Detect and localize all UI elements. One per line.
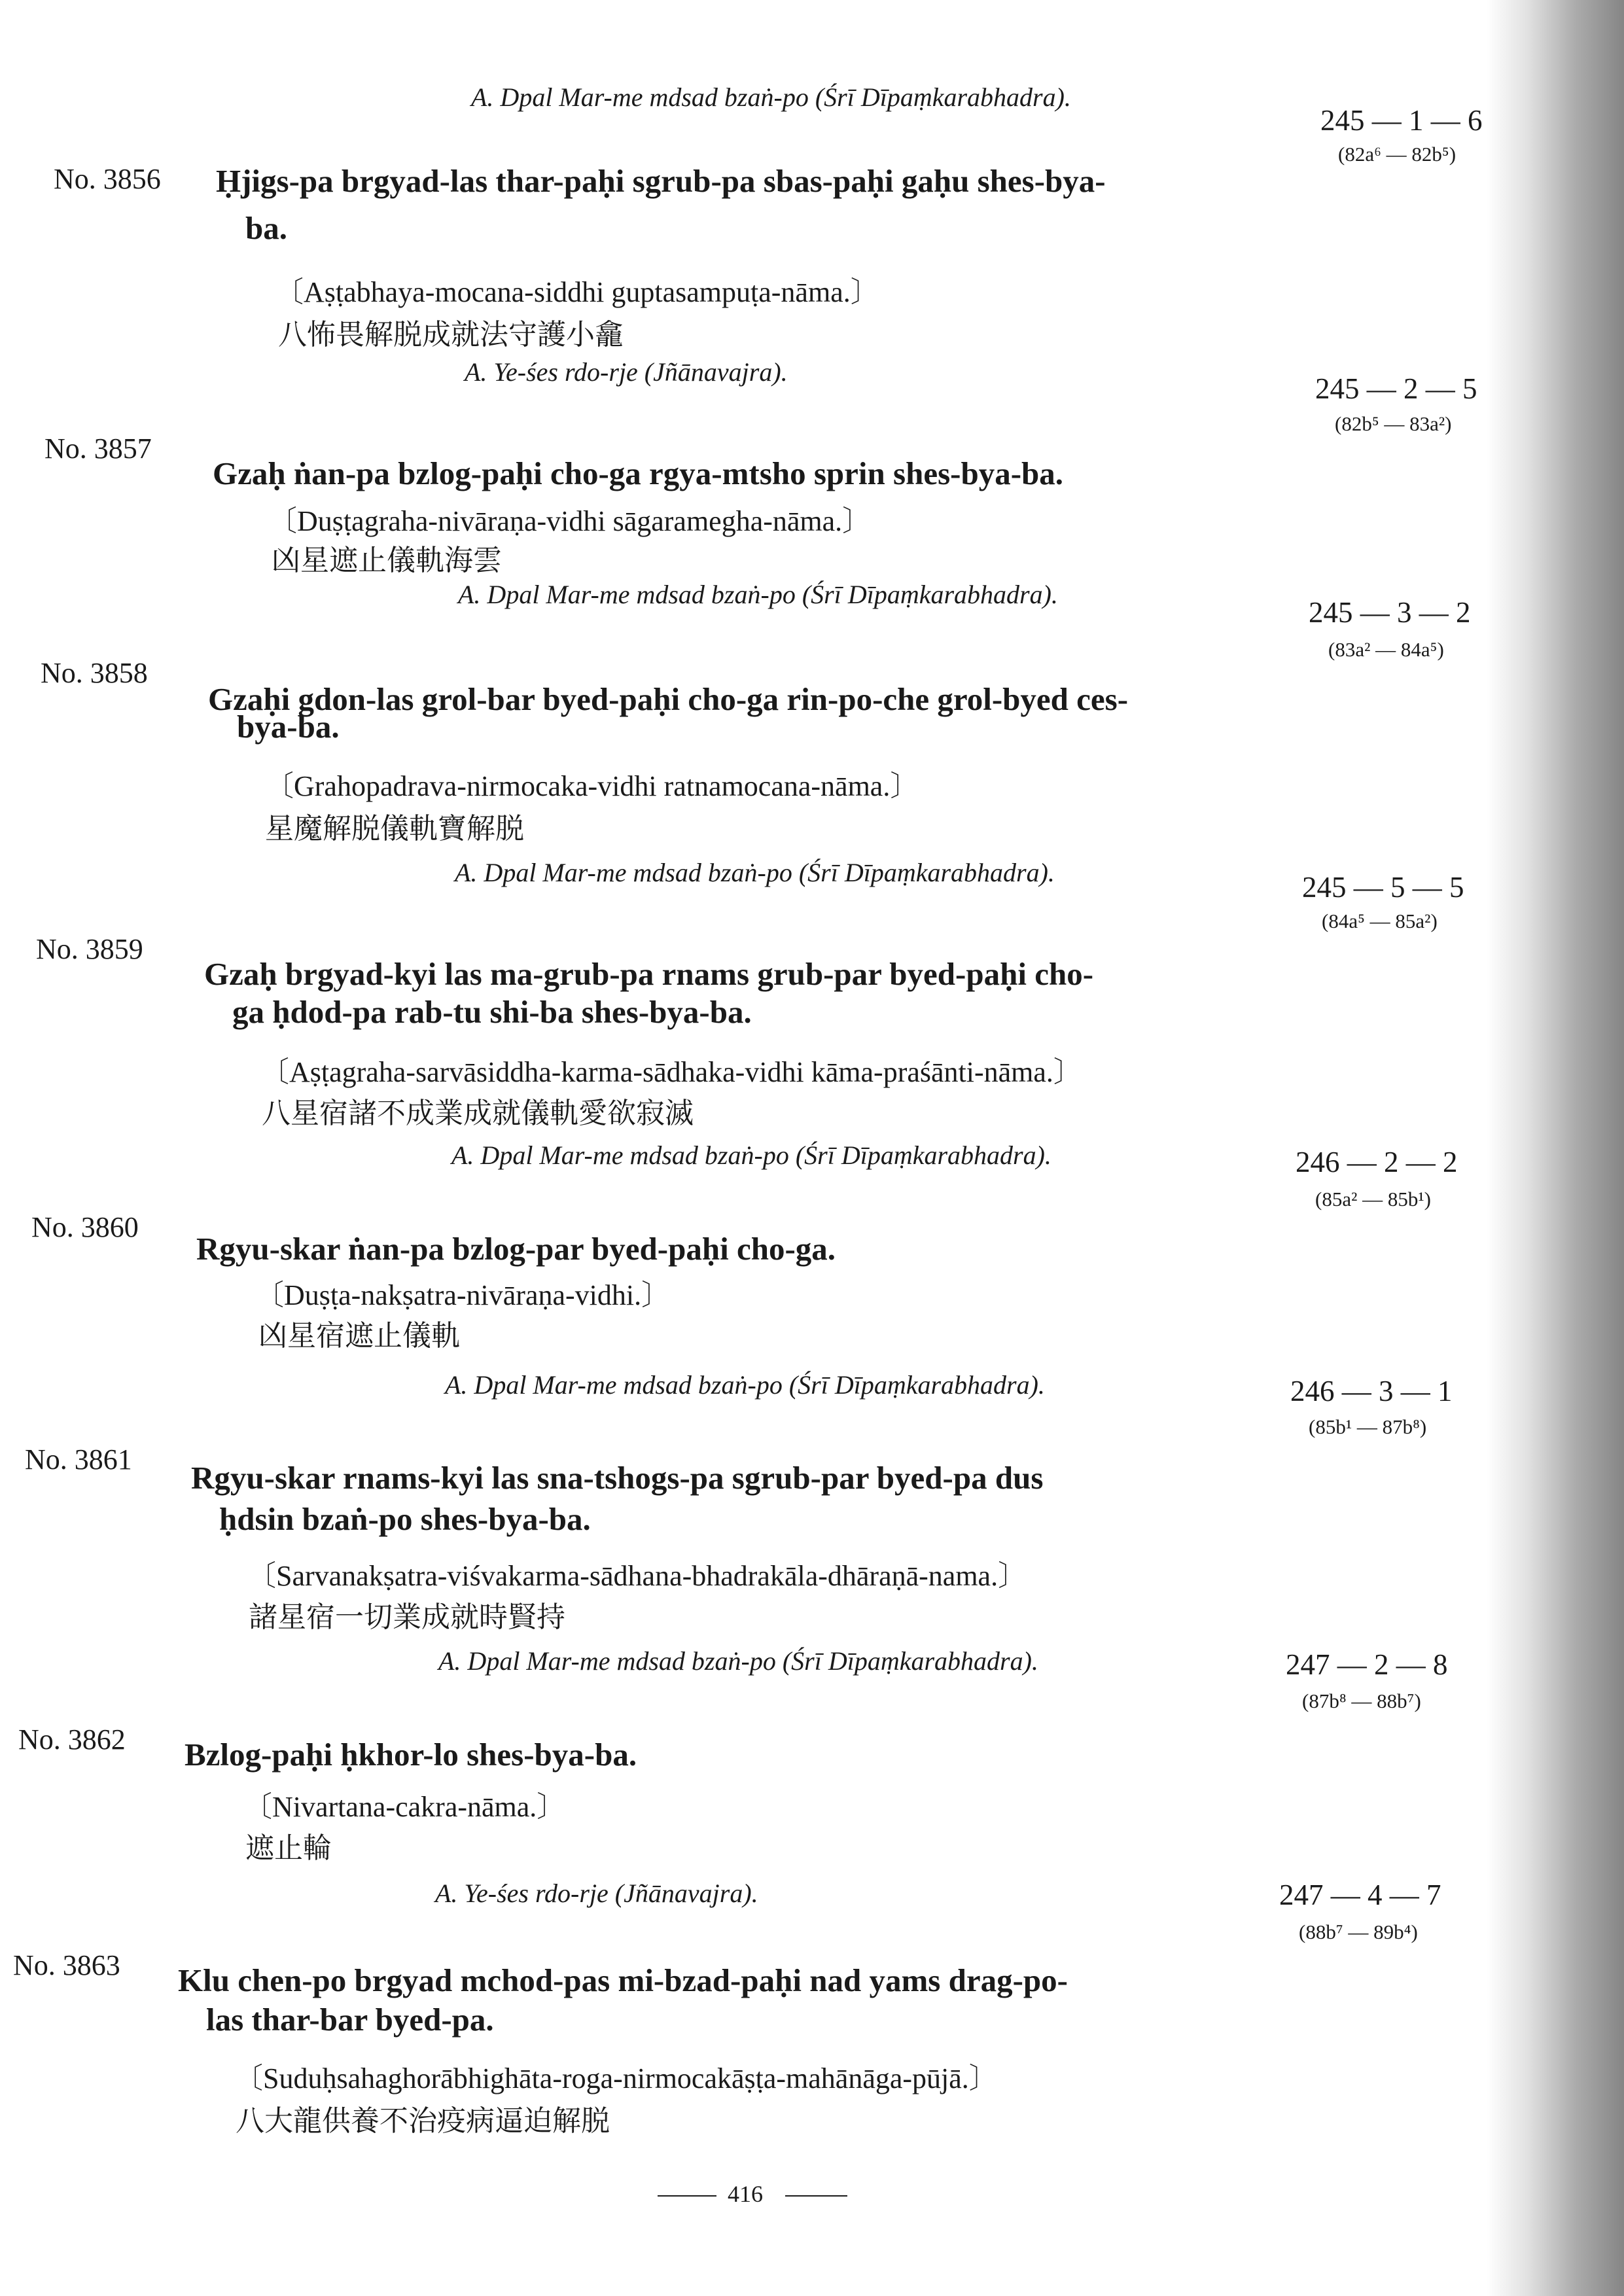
entry-number: No. 3860 [31, 1211, 139, 1243]
sanskrit-title: 〔Sarvanakṣatra-viśvakarma-sādhana-bhadrakāla-dhāraṇā-nama.〕 [247, 1560, 1027, 1592]
entry-title: Gzaḥi gdon-las grol-bar byed-paḥi cho-ga rin-po-che grol-byed ces- [208, 681, 1129, 717]
folio-range: (83a² — 84a⁵) [1328, 638, 1444, 661]
entry-number: No. 3858 [41, 657, 148, 689]
carryover-ref: 245 — 1 — 6 [1320, 104, 1483, 137]
carryover-folio: (82a⁶ — 82b⁵) [1338, 143, 1456, 166]
author: A. Ye-śes rdo-rje (Jñānavajra). [435, 1879, 758, 1908]
chinese-title: 八星宿諸不成業成就儀軌愛欲寂滅 [262, 1097, 694, 1130]
folio-range: (85b¹ — 87b⁸) [1309, 1415, 1427, 1438]
chinese-title: 諸星宿一切業成就時賢持 [249, 1600, 565, 1634]
folio-range: (84a⁵ — 85a²) [1322, 910, 1438, 932]
author: A. Dpal Mar-me mdsad bzaṅ-po (Śrī Dīpaṃkarabhadra). [445, 1370, 1045, 1400]
catalog-ref: 245 — 2 — 5 [1315, 372, 1477, 405]
entry-number: No. 3859 [36, 933, 143, 965]
sanskrit-title: 〔Grahopadrava-nirmocaka-vidhi ratnamocana-nāma.〕 [265, 770, 919, 802]
chinese-title: 八怖畏解脱成就法守護小龕 [278, 318, 624, 351]
entry-title-cont: ḥdsin bzaṅ-po shes-bya-ba. [219, 1501, 591, 1537]
catalog-ref: 246 — 3 — 1 [1290, 1375, 1453, 1407]
folio-range: (85a² — 85b¹) [1315, 1188, 1431, 1210]
sanskrit-title: 〔Duṣṭagraha-nivāraṇa-vidhi sāgaramegha-nāma.〕 [268, 505, 872, 537]
binding-shadow [1487, 0, 1624, 2296]
chinese-title: 凶星宿遮止儀軌 [258, 1319, 460, 1352]
entry-title: Gzaḥ brgyad-kyi las ma-grub-pa rnams grub-par byed-paḥi cho- [204, 956, 1094, 992]
entry-title-cont: ga ḥdod-pa rab-tu shi-ba shes-bya-ba. [232, 994, 752, 1030]
sanskrit-title: 〔Aṣṭagraha-sarvāsiddha-karma-sādhaka-vidhi kāma-praśānti-nāma.〕 [260, 1056, 1082, 1088]
entry-title-cont: las thar-bar byed-pa. [206, 2002, 494, 2038]
author: A. Dpal Mar-me mdsad bzaṅ-po (Śrī Dīpaṃkarabhadra). [458, 580, 1058, 609]
entry-title-cont: bya-ba. [237, 709, 340, 745]
catalog-ref: 247 — 4 — 7 [1279, 1879, 1441, 1911]
entry-title: Bzlog-paḥi ḥkhor-lo shes-bya-ba. [185, 1737, 637, 1773]
carryover-author: A. Dpal Mar-me mdsad bzaṅ-po (Śrī Dīpaṃkarabhadra). [471, 82, 1071, 112]
entry-title-cont: ba. [245, 210, 288, 246]
catalog-ref: 245 — 5 — 5 [1302, 871, 1464, 904]
sanskrit-title: 〔Nivartana-cakra-nāma.〕 [243, 1791, 566, 1823]
entry-number: No. 3861 [25, 1443, 132, 1475]
folio-range: (87b⁸ — 88b⁷) [1302, 1689, 1421, 1712]
catalog-ref: 246 — 2 — 2 [1296, 1146, 1458, 1178]
author: A. Dpal Mar-me mdsad bzaṅ-po (Śrī Dīpaṃkarabhadra). [438, 1646, 1038, 1676]
entry-title: Rgyu-skar ṅan-pa bzlog-par byed-paḥi cho-ga. [196, 1231, 836, 1267]
entry-number: No. 3862 [18, 1723, 126, 1756]
author: A. Ye-śes rdo-rje (Jñānavajra). [465, 357, 788, 387]
page-number: 416 [728, 2181, 763, 2207]
folio-range: (82b⁵ — 83a²) [1335, 412, 1452, 435]
author: A. Dpal Mar-me mdsad bzaṅ-po (Śrī Dīpaṃkarabhadra). [455, 858, 1055, 887]
sanskrit-title: 〔Duṣṭa-nakṣatra-nivāraṇa-vidhi.〕 [255, 1279, 671, 1311]
entry-number: No. 3857 [44, 433, 152, 465]
catalog-ref: 245 — 3 — 2 [1309, 596, 1471, 629]
page-number-rule-right [785, 2195, 847, 2197]
chinese-title: 八大龍供養不治疫病逼迫解脱 [236, 2104, 610, 2138]
chinese-title: 星魔解脱儀軌寶解脱 [265, 812, 524, 845]
author: A. Dpal Mar-me mdsad bzaṅ-po (Śrī Dīpaṃkarabhadra). [451, 1140, 1051, 1170]
sanskrit-title: 〔Suduḥsahaghorābhighāta-roga-nirmocakāṣṭa-mahānāga-pūjā.〕 [234, 2062, 998, 2094]
entry-number: No. 3856 [54, 163, 161, 195]
catalog-ref: 247 — 2 — 8 [1286, 1648, 1448, 1681]
folio-range: (88b⁷ — 89b⁴) [1299, 1920, 1418, 1943]
chinese-title: 凶星遮止儀軌海雲 [272, 544, 502, 577]
entry-title: Gzaḥ ṅan-pa bzlog-paḥi cho-ga rgya-mtsho sprin shes-bya-ba. [213, 455, 1064, 491]
entry-title: Ḥjigs-pa brgyad-las thar-paḥi sgrub-pa sbas-paḥi gaḥu shes-bya- [216, 163, 1106, 199]
entry-number: No. 3863 [13, 1949, 120, 1981]
sanskrit-title: 〔Aṣṭabhaya-mocana-siddhi guptasampuṭa-nāma.〕 [275, 276, 879, 308]
entry-title: Klu chen-po brgyad mchod-pas mi-bzad-paḥi nad yams drag-po- [178, 1962, 1068, 1998]
entry-title: Rgyu-skar rnams-kyi las sna-tshogs-pa sgrub-par byed-pa dus [191, 1460, 1044, 1496]
chinese-title: 遮止輪 [245, 1831, 332, 1865]
page-number-rule-left [658, 2195, 716, 2197]
